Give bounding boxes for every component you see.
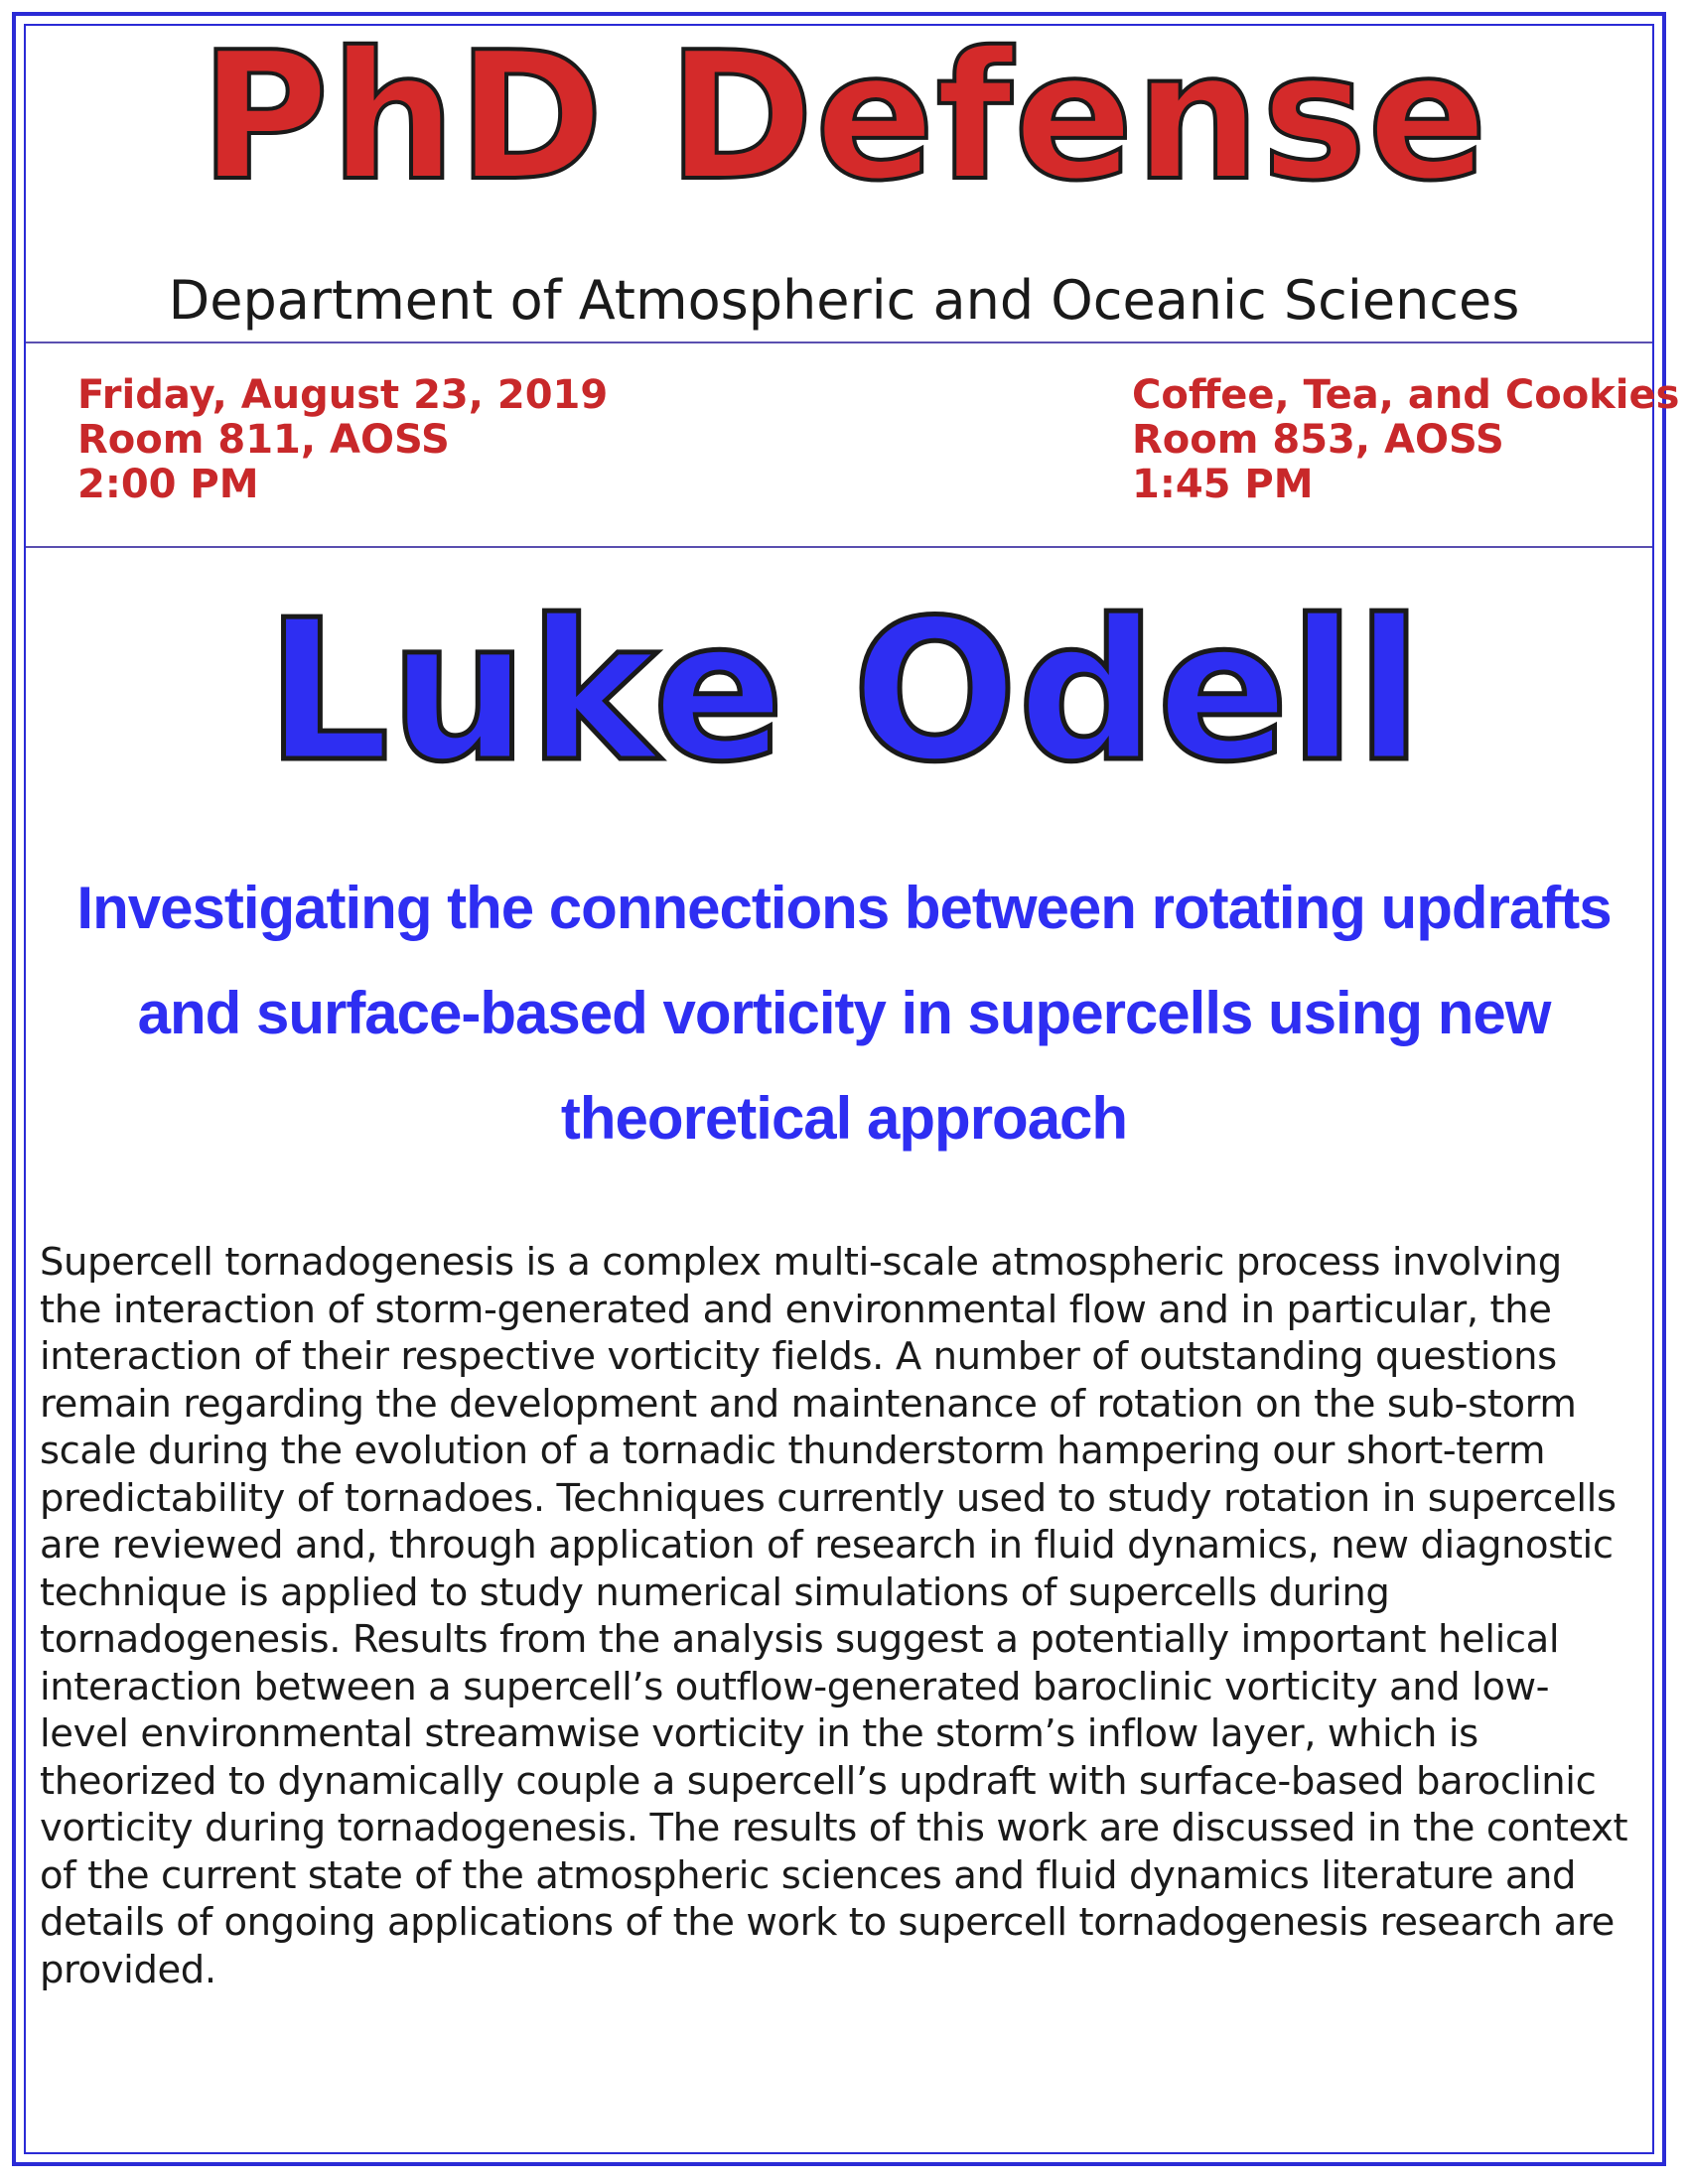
department-name: Department of Atmospheric and Oceanic Sciences (168, 269, 1520, 332)
event-time: 2:00 PM (77, 462, 259, 507)
reception-details (1132, 373, 1679, 507)
page-title: PhD Defense (200, 14, 1488, 219)
event-date: Friday, August 23, 2019 (77, 372, 609, 418)
reception-time: 1:45 PM (1132, 462, 1314, 507)
event-details (77, 373, 608, 507)
speaker-name: Luke Odell (265, 579, 1423, 805)
divider-top (26, 341, 1652, 343)
thesis-title: Investigating the connections between rotating updrafts and surface-based vorticity in supercells using new theoretical approach (76, 875, 1612, 1152)
abstract-text: Supercell tornadogenesis is a complex multi-scale atmospheric process involving the interaction of storm-generated and environmental flow and in particular, the interaction of their respective vorticity fields. A number of outstanding questions remain regarding the development and maintenance of rotation on the sub-storm scale during the evolution of a tornadic thunderstorm hampering our short-term predictability of tornadoes. Techniques currently used to study rotation in supercells are reviewed and, through application of research in fluid dynamics, new diagnostic technique is applied to study numerical simulations of supercells during tornadogenesis. Results from the analysis suggest a potentially important helical interaction between a supercell’s outflow-generated baroclinic vorticity and low-level environmental streamwise vorticity in the storm’s inflow layer, which is theorized to dynamically couple a supercell’s updraft with surface-based baroclinic vorticity during tornadogenesis. The results of this work are discussed in the context of the current state of the atmospheric sciences and fluid dynamics literature and details of ongoing applications of the work to supercell tornadogenesis research are provided. (40, 1240, 1628, 1992)
reception-label: Coffee, Tea, and Cookies (1132, 372, 1680, 418)
divider-bottom (26, 546, 1652, 548)
reception-room: Room 853, AOSS (1132, 417, 1504, 463)
event-room: Room 811, AOSS (77, 417, 450, 463)
